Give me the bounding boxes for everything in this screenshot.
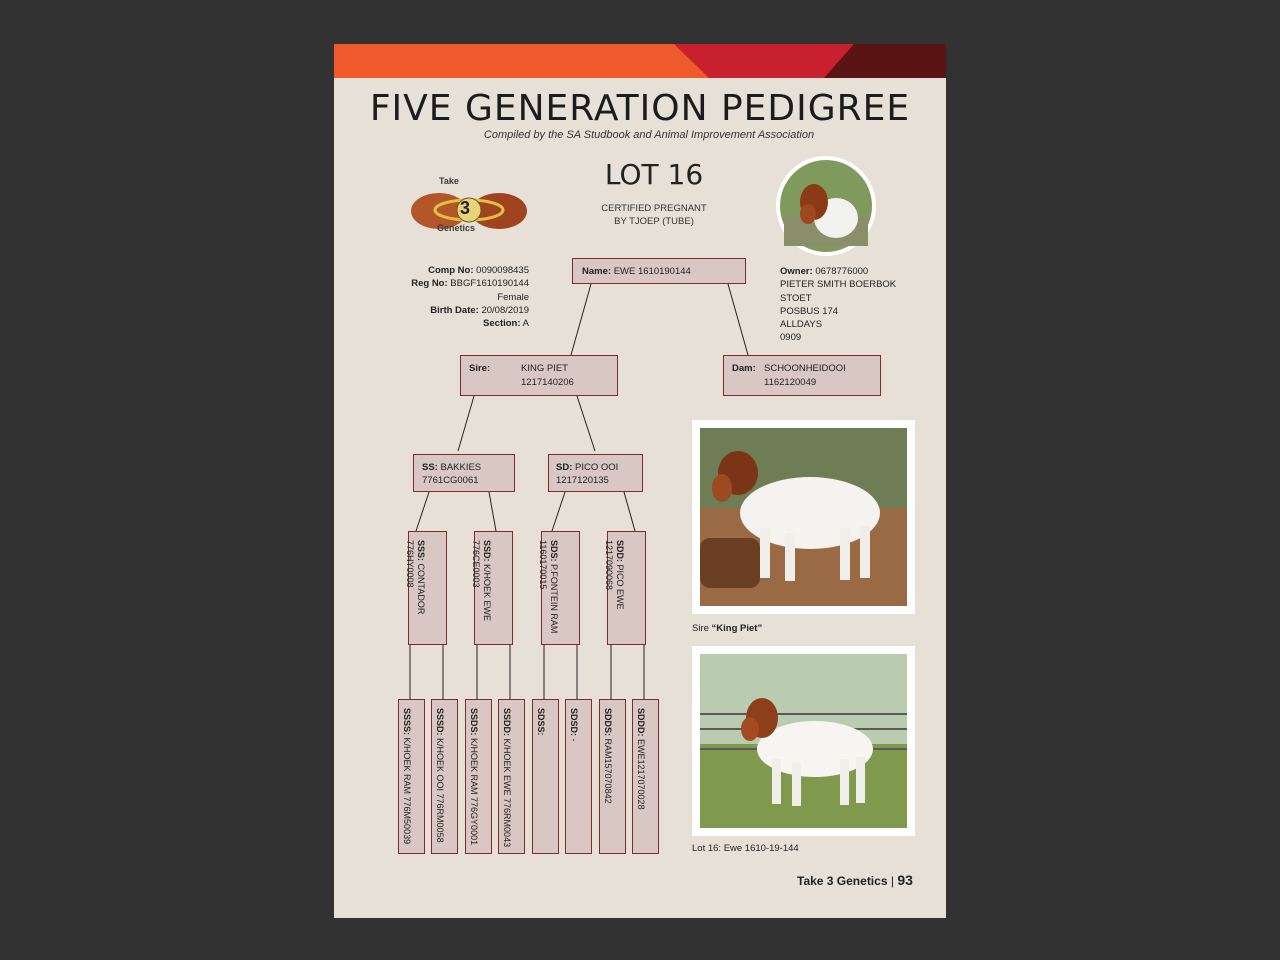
sire-goat-photo <box>700 428 907 606</box>
sssd-box: SSSD: K/HOEK OOI 776RM0058 <box>431 699 458 854</box>
page-subtitle: Compiled by the SA Studbook and Animal Improvement Association <box>483 129 815 141</box>
sire-box: Sire: KING PIET 1217140206 <box>460 355 618 396</box>
section-row: Section: A <box>483 318 529 330</box>
ssd-box: SSD: K/HOEK EWE 776CE0003 <box>474 531 513 645</box>
ssdd-box: SSDD: K/HOEK EWE 776RM0043 <box>498 699 525 854</box>
sd-box: SD: PICO OOI 1217120135 <box>548 454 643 492</box>
ss-box: SS: BAKKIES 7761CG0061 <box>413 454 515 492</box>
sds-box: SDS: P.FONTEIN RAM 1160170015 <box>541 531 580 645</box>
sdd-box: SDD: PICO EWE 1217090068 <box>607 531 646 645</box>
sdss-box: SDSS: <box>532 699 559 854</box>
owner-line: ALLDAYS <box>780 319 823 331</box>
sdds-box: SDDS: RAM157070842 <box>599 699 626 854</box>
lot-photo-caption: Lot 16: Ewe 1610-19-144 <box>692 843 799 854</box>
logo-bottom-text: Genetics <box>437 223 476 233</box>
owner-line: POSBUS 174 <box>780 305 839 317</box>
reg-no-row: Reg No: BBGF1610190144 <box>411 278 529 290</box>
comp-no-row: Comp No: 0090098435 <box>428 265 529 276</box>
birth-date-row: Birth Date: 20/08/2019 <box>430 304 529 316</box>
sdsd-box: SDSD: - <box>565 699 592 854</box>
sddd-box: SDDD: EWE1217070028 <box>632 699 659 854</box>
logo-top-text: Take <box>439 176 459 186</box>
name-box: Name: EWE 1610190144 <box>572 258 746 284</box>
ssss-box: SSSS: K/HOEK RAM 776M50039 <box>398 699 425 854</box>
sex-row: Female <box>497 291 529 303</box>
logo-number: 3 <box>460 198 471 218</box>
page-title: FIVE GENERATION PEDIGREE <box>369 88 911 129</box>
lot-goat-photo <box>700 654 907 828</box>
page-number: 93 <box>897 872 913 888</box>
owner-line: STOET <box>780 292 812 304</box>
dam-box: Dam: SCHOONHEIDOOI 1162120049 <box>723 355 881 396</box>
footer-brand: Take 3 Genetics <box>797 874 888 888</box>
owner-line: PIETER SMITH BOERBOK <box>780 279 897 291</box>
brochure-page <box>334 44 946 918</box>
page-footer <box>797 872 913 888</box>
lot-number: LOT 16 <box>604 158 704 191</box>
lot-photo-frame <box>692 646 915 836</box>
ssds-box: SSDS: K/HOEK RAM 776GY0001 <box>465 699 492 854</box>
sire-photo-caption: Sire “King Piet” <box>692 623 763 634</box>
cert-line-2: BY TJOEP (TUBE) <box>614 216 694 227</box>
owner-line: 0909 <box>780 332 802 344</box>
sss-box: SSS: CONTADOR 776HY0008 <box>408 531 447 645</box>
owner-phone-row: Owner: 0678776000 <box>780 266 869 277</box>
cert-line-1: CERTIFIED PREGNANT <box>601 203 707 214</box>
footer-separator: | <box>890 874 894 888</box>
sire-photo-frame <box>692 420 915 614</box>
